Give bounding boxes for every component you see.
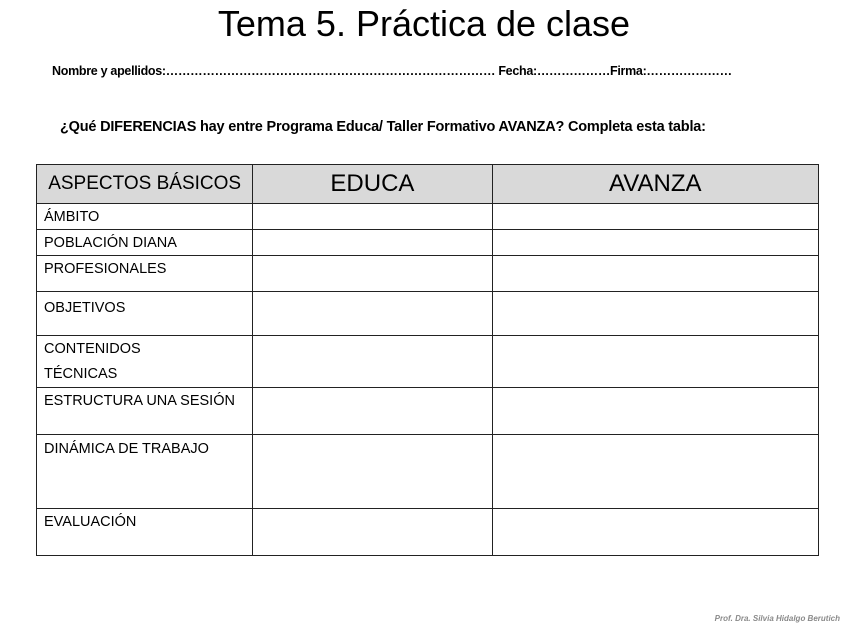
educa-cell[interactable] [253, 230, 492, 256]
name-date-signature-line: Nombre y apellidos:……………………………………………………………………… Fecha:………………Firma:………………… [52, 64, 732, 78]
header-educa: EDUCA [253, 165, 492, 204]
table-row [37, 204, 819, 230]
row-label: CONTENIDOS TÉCNICAS [37, 336, 253, 388]
header-avanza: AVANZA [492, 165, 818, 204]
avanza-cell[interactable] [492, 336, 818, 388]
avanza-cell[interactable] [492, 292, 818, 336]
table-header-row [37, 165, 819, 204]
page-title: Tema 5. Práctica de clase [217, 3, 631, 44]
row-label: ESTRUCTURA UNA SESIÓN [37, 388, 253, 435]
table-row [37, 388, 819, 435]
educa-cell[interactable] [253, 509, 492, 556]
educa-cell[interactable] [253, 336, 492, 388]
table-row [37, 292, 819, 336]
row-label: PROFESIONALES [37, 256, 253, 292]
author-credit: Prof. Dra. Silvia Hidalgo Berutich [714, 614, 840, 623]
row-label: DINÁMICA DE TRABAJO [37, 435, 253, 509]
educa-cell[interactable] [253, 256, 492, 292]
table-row [37, 336, 819, 388]
avanza-cell[interactable] [492, 256, 818, 292]
table-row [37, 509, 819, 556]
educa-cell[interactable] [253, 388, 492, 435]
question-text: ¿Qué DIFERENCIAS hay entre Programa Educa/ Taller Formativo AVANZA? Completa esta tabla: [60, 119, 706, 135]
row-label: POBLACIÓN DIANA [37, 230, 253, 256]
educa-cell[interactable] [253, 204, 492, 230]
avanza-cell[interactable] [492, 388, 818, 435]
avanza-cell[interactable] [492, 435, 818, 509]
avanza-cell[interactable] [492, 509, 818, 556]
comparison-table [36, 164, 819, 556]
row-label: OBJETIVOS [37, 292, 253, 336]
avanza-cell[interactable] [492, 230, 818, 256]
table-row [37, 435, 819, 509]
educa-cell[interactable] [253, 435, 492, 509]
row-label: ÁMBITO [37, 204, 253, 230]
row-label: EVALUACIÓN [37, 509, 253, 556]
table-row [37, 256, 819, 292]
table-row [37, 230, 819, 256]
header-aspectos-basicos: ASPECTOS BÁSICOS [37, 165, 253, 204]
educa-cell[interactable] [253, 292, 492, 336]
avanza-cell[interactable] [492, 204, 818, 230]
